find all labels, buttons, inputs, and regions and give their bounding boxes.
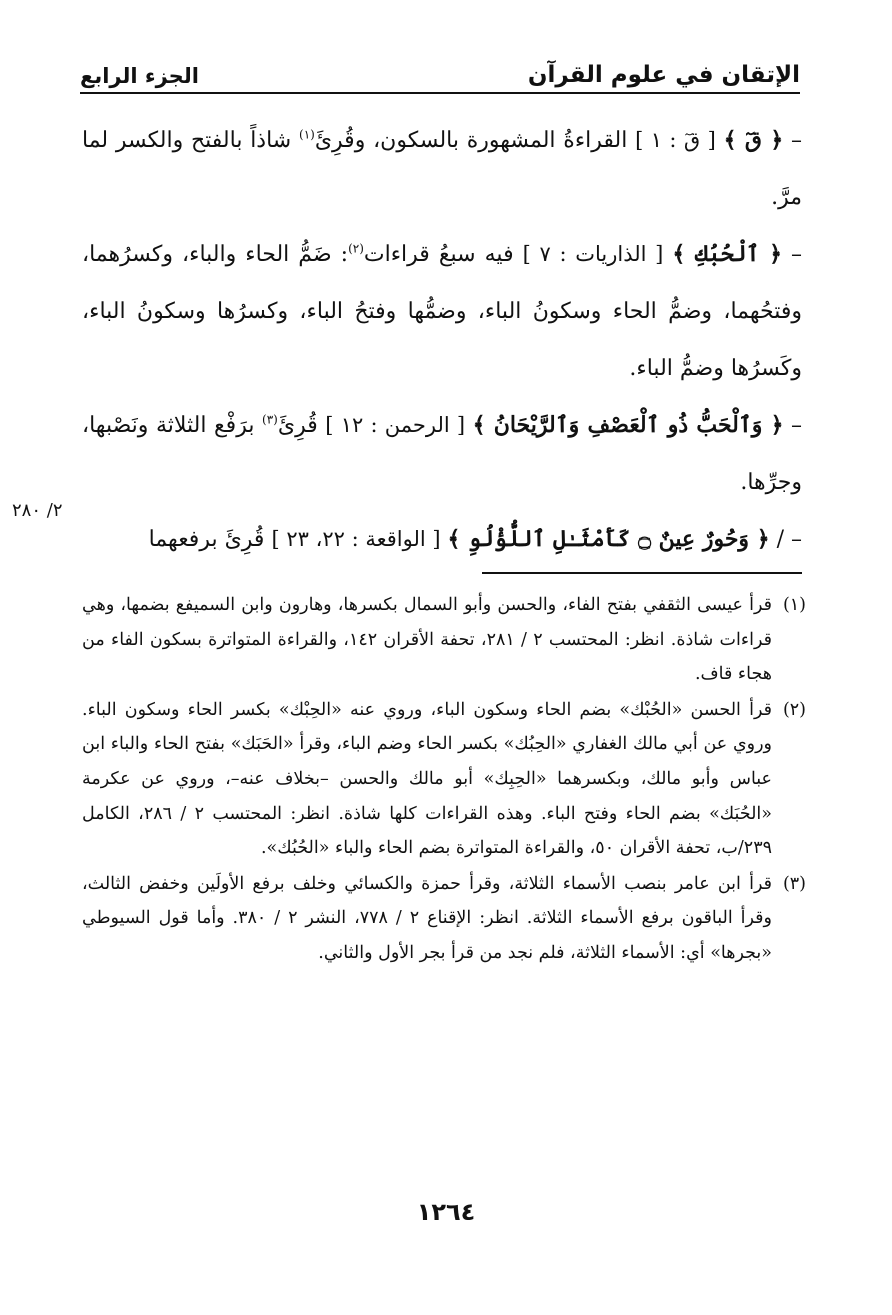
footnote-number: (١) xyxy=(782,595,806,615)
quran-verse: ﴿ وَحُورٌ عِينٌ ۝ كَأَمْثَـٰلِ ٱللُّؤْلُوِ ﴾ xyxy=(447,526,770,552)
entry-text: قُرِئَ xyxy=(277,413,318,438)
entry-dash: – / xyxy=(776,527,802,552)
verse-reference: [ قٓ : ١ ] xyxy=(635,128,716,152)
quran-verse: ﴿ قٓ ﴾ xyxy=(723,127,784,153)
entry-qaf xyxy=(82,112,802,226)
footnote-number: (٢) xyxy=(782,699,806,720)
volume-label: الجزء الرابع xyxy=(80,64,199,88)
footnote-marker[interactable]: (١) xyxy=(299,127,315,142)
entry-text: القراءةُ المشهورة بالسكون، وقُرِئَ xyxy=(314,128,628,153)
footnote-marker[interactable]: (٣) xyxy=(262,412,278,427)
page-number: ١٢٦٤ xyxy=(416,1198,476,1226)
main-text xyxy=(82,112,802,568)
entry-dash: – xyxy=(791,413,803,438)
entry-hubuk xyxy=(82,226,802,397)
verse-reference: [ الواقعة : ٢٢، ٢٣ ] xyxy=(271,527,441,551)
verse-reference: [ الرحمن : ١٢ ] xyxy=(325,413,466,437)
footnote-3 xyxy=(82,867,806,971)
entry-hur xyxy=(82,511,802,568)
footnote-text: قرأ ابن عامر بنصب الأسماء الثلاثة، وقرأ حمزة والكسائي وخلف برفع الأولَين وخفض الثالث، وقرأ الباقون برفع الأسماء الثلاثة. انظر: الإقناع ٢ / ٧٧٨، النشر ٢ / ٣٨٠. وأما قول السيوطي «بجرها» أي: الأسماء الثلاثة، فلم نجد من قرأ بجر الأول والثاني. xyxy=(82,873,772,963)
entry-dash: – xyxy=(791,242,802,267)
verse-reference: [ الذاريات : ٧ ] xyxy=(522,242,664,266)
entry-text: فيه سبعُ قراءات xyxy=(363,242,514,267)
footnote-separator xyxy=(482,572,802,574)
entry-text-cont: : ضَمُّ الحاء والباء، وكسرُهما، وفتحُهما، وضمُّ الحاء وسكونُ الباء، وضمُّها وفتحُ الباء، وكسرُها وسكونُ الباء، وكَسرُها وضمُّ الباء. xyxy=(82,242,802,381)
quran-verse: ﴿ وَٱلْحَبُّ ذُو ٱلْعَصْفِ وَٱلرَّيْحَانُ ﴾ xyxy=(472,412,784,438)
book-title: الإتقان في علوم القرآن xyxy=(527,62,800,88)
entry-text-cont: برَفْع الثلاثة ونَصْبها، وجرِّها. xyxy=(82,413,802,495)
manuscript-folio-note: ٢/ ٢٨٠ xyxy=(12,500,63,521)
footnote-marker[interactable]: (٢) xyxy=(348,241,364,256)
footnote-2 xyxy=(82,693,806,866)
quran-verse: ﴿ ٱلْحُبُكِ ﴾ xyxy=(672,241,782,267)
footnote-text: قرأ عيسى الثقفي بفتح الفاء، والحسن وأبو السمال بكسرها، وهارون وابن السميفع بضمها، وهي قراءات شاذة. انظر: المحتسب ٢ / ٢٨١، تحفة الأقران ١٤٢، والقراءة المتواترة بسكون الفاء من هجاء قاف. xyxy=(82,595,772,685)
footnote-number: (٣) xyxy=(782,873,806,894)
running-header xyxy=(80,50,800,94)
entry-dash: – xyxy=(791,128,803,153)
footnote-1 xyxy=(82,588,806,692)
entry-text: قُرِئَ برفعهما xyxy=(148,527,265,552)
entry-habb xyxy=(82,397,802,511)
footnotes xyxy=(82,588,806,972)
entry-text-cont: شاذاً بالفتح والكسر لما مرَّ. xyxy=(82,128,802,210)
footnote-text: قرأ الحسن «الحُبْك» بضم الحاء وسكون الباء، وروي عنه «الحِبْك» بكسر الحاء وسكون الباء. وروي عن أبي مالك الغفاري «الحِبُك» بكسر الحاء وضم الباء، وقرأ «الحَبَك» بفتح الحاء والباء ابن عباس وأبو مالك، وبكسرهما «الحِبِك» أبو مالك والحسن –بخلاف عنه–، وروي عن عكرمة «الحُبَك» بضم الحاء وفتح الباء. وهذه القراءات كلها شاذة. انظر: المحتسب ٢ / ٢٨٦، الكامل ٢٣٩/ب، تحفة الأقران ٥٠، والقراءة المتواترة بضم الحاء والباء «الحُبُك». xyxy=(82,699,772,859)
